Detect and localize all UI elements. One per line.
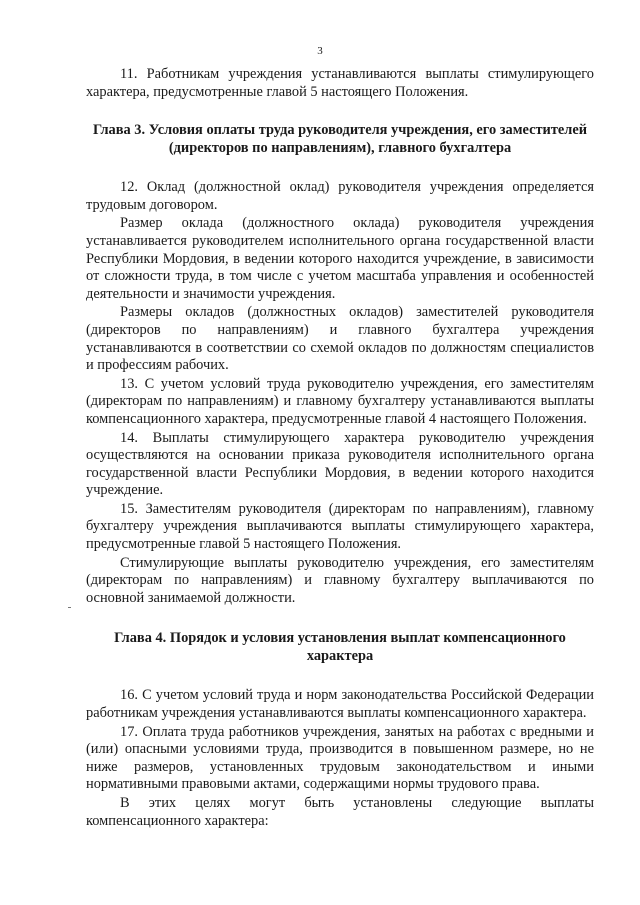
paragraph-15: 15. Заместителям руководителя (директорам по направлениям), главному бухгалтеру учреждения выплачиваются выплаты стимулирующего характера, предусмотренные главой 5 настоящего Положения.	[86, 500, 594, 553]
chapter-3-heading: Глава 3. Условия оплаты труда руководителя учреждения, его заместителей (директоров по направлениям), главного бухгалтера	[92, 122, 588, 157]
paragraph-14: 14. Выплаты стимулирующего характера руководителю учреждения осуществляются на основании приказа руководителя исполнительного органа государственной власти Республики Мордовия, в ведении которого находится учреждение.	[86, 429, 594, 499]
document-body	[86, 66, 594, 830]
spacer	[86, 101, 594, 121]
paragraph-11: 11. Работникам учреждения устанавливаются выплаты стимулирующего характера, предусмотренные главой 5 настоящего Положения.	[86, 66, 594, 100]
spacer	[86, 665, 594, 687]
margin-mark	[68, 607, 71, 608]
page-number: 3	[317, 45, 323, 57]
paragraph-17: 17. Оплата труда работников учреждения, занятых на работах с вредными и (или) опасными условиями труда, производится в повышенном размере, но не ниже размеров, установленных трудовым законодательством и иными нормативными правовыми актами, содержащими нормы трудового права.	[86, 723, 594, 793]
paragraph-12-deputies: Размеры окладов (должностных окладов) заместителей руководителя (директоров по направлениям) и главного бухгалтера учреждения устанавливаются в соответствии со схемой окладов по должностям специалистов и профессиям рабочих.	[86, 304, 594, 374]
spacer	[86, 157, 594, 179]
paragraph-15-stimulating: Стимулирующие выплаты руководителю учреждения, его заместителям (директорам по направлениям) и главному бухгалтеру выплачиваются по основной занимаемой должности.	[86, 554, 594, 606]
chapter-4-heading: Глава 4. Порядок и условия установления выплат компенсационного характера	[114, 630, 566, 665]
paragraph-13: 13. С учетом условий труда руководителю учреждения, его заместителям (директорам по направлениям) и главному бухгалтеру устанавливаются выплаты компенсационного характера, предусмотренные главой 4 настоящего Положения.	[86, 375, 594, 427]
paragraph-12: 12. Оклад (должностной оклад) руководителя учреждения определяется трудовым договором.	[86, 179, 594, 213]
spacer	[86, 607, 594, 629]
paragraph-16: 16. С учетом условий труда и норм законодательства Российской Федерации работникам учреждения устанавливаются выплаты компенсационного характера.	[86, 687, 594, 722]
paragraph-12-oklad-size: Размер оклада (должностного оклада) руководителя учреждения устанавливается руководителем исполнительного органа государственной власти Республики Мордовия, в ведении которого находится учреждение, в зависимости от сложности труда, в том числе с учетом масштаба управления и особенностей деятельности и значимости учреждения.	[86, 215, 594, 302]
paragraph-17-payments: В этих целях могут быть установлены следующие выплаты компенсационного характера:	[86, 795, 594, 829]
